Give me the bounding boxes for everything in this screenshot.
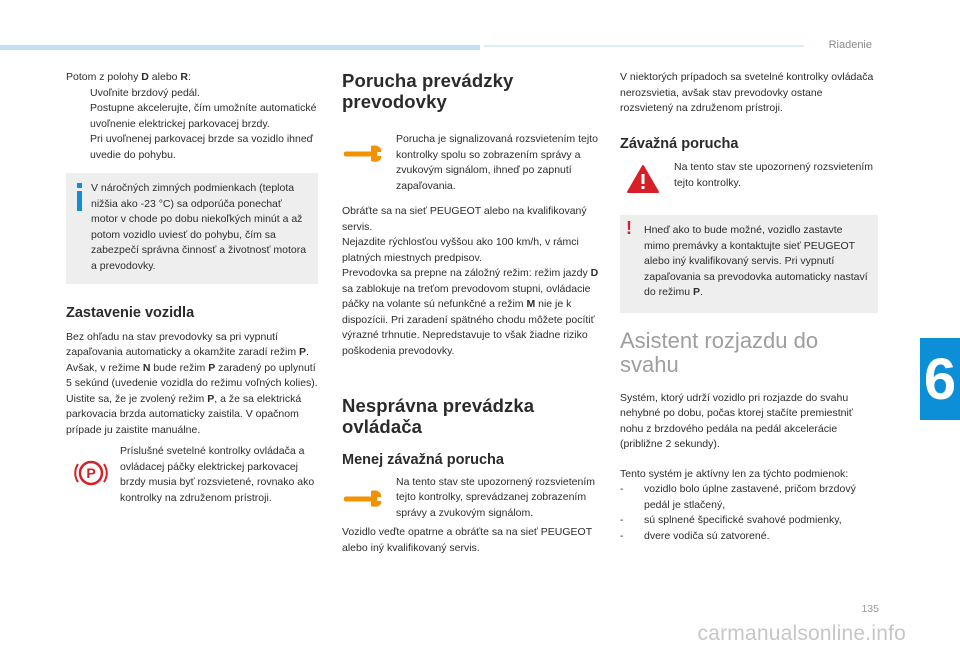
section-heading: Zastavenie vozidla <box>66 305 195 321</box>
info-icon <box>73 183 87 227</box>
minor-fault-note <box>342 475 604 522</box>
section-heading: Asistent rozjazdu do svahu <box>620 327 819 377</box>
minor-fault-text: Na tento stav ste upozornený rozsvietením tejto kontrolky, sprevádzanej zobrazením správy a zvukovým signálom. <box>396 475 596 519</box>
svg-text:P: P <box>86 465 96 481</box>
paragraph: V niektorých prípadoch sa svetelné kontrolky ovládača nerozsvietia, avšak stav prevodovky ostane rozsvietený na združenom prístroji. <box>620 71 874 114</box>
info-text: V náročných zimných podmienkach (teplota nižšia ako -23 °C) sa odporúča ponechať motor v chode po dobu niekoľkých minút a až potom vozidlo uviesť do pohybu, čím sa zabezpečí správna činnosť a životnosť motora a prevodovky. <box>91 182 307 272</box>
column-3 <box>620 70 878 544</box>
paragraph: Obráťte sa na sieť PEUGEOT alebo na kvalifikovaný servis. Nejazdite rýchlosťou vyššou ako 100 km/h, v rámci platných miestnych predpisov. Prevodovka sa prepne na záložný režim: režim jazdy D sa zablokuje na treťom prevodovom stupni, ovládacie páčky na volante sú nefunkčné a režim M nie je k dispozícii. Pri zaradení spätného chodu môžete pocítiť výrazné trhnutie. Nepredstavuje to však žiadne riziko poškodenia prevodovky. <box>342 205 599 357</box>
chapter-tab: 6 <box>920 338 960 420</box>
list-item: Postupne akcelerujte, čím umožníte automatické uvoľnenie elektrickej parkovacej brzdy. <box>90 102 317 130</box>
wrench-icon <box>344 140 384 162</box>
top-accent-bar <box>0 45 480 50</box>
paragraph: Bez ohľadu na stav prevodovky sa pri vypnutí zapaľovania automaticky a okamžite zaradí režim P. Avšak, v režime N bude režim P zaradený po uplynutí 5 sekúnd (uvedenie vozidla do režimu voľných kolies). Uistite sa, že je zvolený režim P, a že sa elektrická parkovacia brzda automaticky zaistila. V opačnom prípade ju zaistite manuálne. <box>66 330 318 436</box>
page-number: 135 <box>861 603 879 615</box>
parking-brake-icon <box>74 456 108 490</box>
info-box <box>66 173 318 284</box>
intro-line: Potom z polohy D alebo R: <box>66 71 191 83</box>
gearbox-fault-text: Porucha je signalizovaná rozsvietením tejto kontrolky spolu so zobrazením správy a zvukovým signálom, ihneď po zapnutí zapaľovania. <box>396 133 598 192</box>
wrench-icon <box>344 485 384 507</box>
section-heading: Nesprávna prevádzka ovládača <box>342 395 535 437</box>
section-heading: Porucha prevádzky prevodovky <box>342 70 514 112</box>
subsection-heading: Menej závažná porucha <box>342 452 504 468</box>
major-fault-note <box>620 160 878 191</box>
top-accent-line <box>484 45 804 47</box>
exclamation-icon: ! <box>626 218 632 238</box>
column-2 <box>342 70 604 556</box>
parking-brake-text: Príslušné svetelné kontrolky ovládača a ovládacej páčky elektrickej parkovacej brzdy musia byť rozsvietené, rovnako ako kontrolky na združenom prístroji. <box>120 445 315 504</box>
section-label: Riadenie <box>828 39 872 51</box>
column-1 <box>66 70 318 506</box>
list-item: Uvoľnite brzdový pedál. <box>90 86 200 99</box>
list-item: - sú splnené špecifické svahové podmienky, <box>620 514 842 526</box>
paragraph: Systém, ktorý udrží vozidlo pri rozjazde do svahu nehybné po dobu, počas ktorej stačíte premiestniť nohu z brzdového pedála na pedál akcelerácie (približne 2 sekundy). <box>620 391 853 450</box>
list-item: - vozidlo bolo úplne zastavené, pričom brzdový pedál je stlačený, <box>620 483 856 511</box>
warning-triangle-icon <box>626 164 660 194</box>
list-item: - dvere vodiča sú zatvorené. <box>620 529 770 542</box>
paragraph: Tento systém je aktívny len za týchto podmienok: <box>620 467 849 480</box>
watermark: carmanualsonline.info <box>697 622 906 645</box>
gearbox-fault-note <box>342 132 604 194</box>
major-fault-text: Na tento stav ste upozornený rozsvietením tejto kontrolky. <box>674 161 874 189</box>
warning-box <box>620 215 878 313</box>
warning-text: Hneď ako to bude možné, vozidlo zastavte mimo premávky a kontaktujte sieť PEUGEOT alebo iný kvalifikovaný servis. Pri vypnutí zapaľovania sa prevodovka automaticky nastaví do režimu P. <box>644 224 868 298</box>
list-item: Pri uvoľnenej parkovacej brzde sa vozidlo ihneď uvedie do pohybu. <box>90 133 314 161</box>
paragraph: Vozidlo veďte opatrne a obráťte sa na sieť PEUGEOT alebo iný kvalifikovaný servis. <box>342 526 592 554</box>
section-heading: Závažná porucha <box>620 135 739 152</box>
parking-brake-note <box>66 444 318 506</box>
